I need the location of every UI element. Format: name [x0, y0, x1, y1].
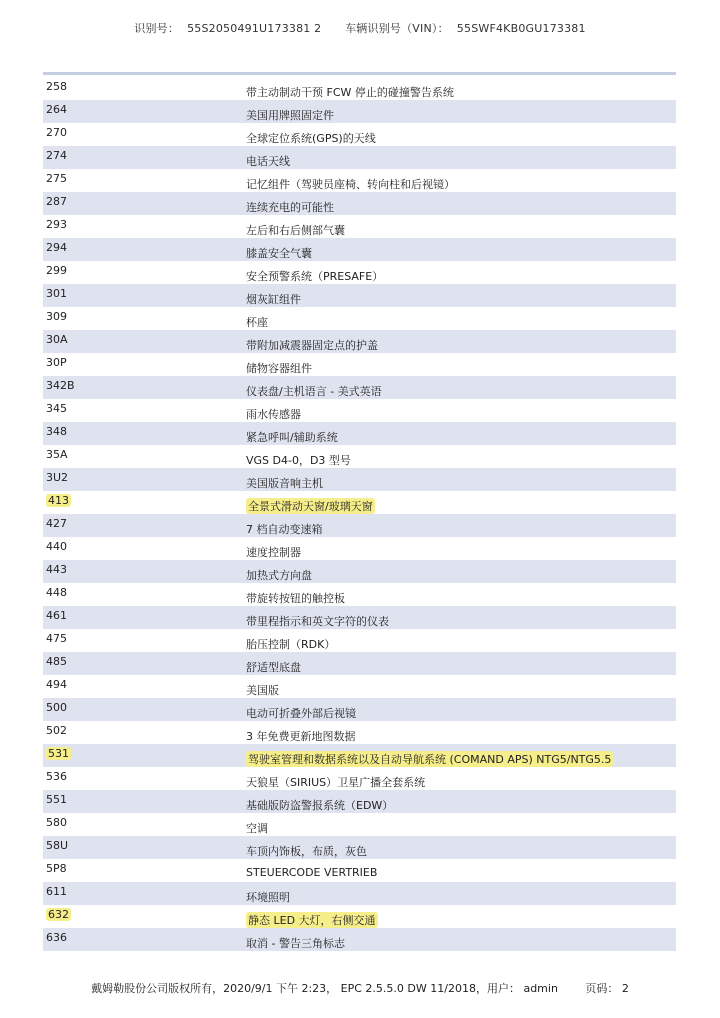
id-label: 识别号： [134, 22, 180, 35]
table-row [43, 330, 676, 353]
option-description: 烟灰缸组件 [246, 293, 301, 306]
option-description: 取消 - 警告三角标志 [246, 937, 345, 950]
option-code: 264 [46, 103, 67, 116]
option-description: 舒适型底盘 [246, 661, 301, 674]
table-row [43, 445, 676, 468]
table-row [43, 675, 676, 698]
table-row [43, 629, 676, 652]
option-description: 带旋转按钮的触控板 [246, 592, 345, 605]
table-row [43, 767, 676, 790]
table-row [43, 882, 676, 905]
page-header [0, 20, 720, 36]
option-code: 301 [46, 287, 67, 300]
table-row [43, 215, 676, 238]
option-description: 胎压控制（RDK） [246, 638, 336, 651]
option-code: 413 [48, 494, 69, 507]
option-description: 左后和右后侧部气囊 [246, 224, 345, 237]
option-description: 紧急呼叫/辅助系统 [246, 431, 338, 444]
option-description: 仪表盘/主机语言 - 美式英语 [246, 385, 382, 398]
table-row [43, 606, 676, 629]
option-description: 美国版音响主机 [246, 477, 323, 490]
table-row [43, 744, 676, 767]
option-code-table [43, 77, 676, 951]
table-row [43, 652, 676, 675]
option-description: 基础版防盗警报系统（EDW） [246, 799, 394, 812]
option-code: 58U [46, 839, 69, 852]
option-code: 443 [46, 563, 67, 576]
option-code: 342B [46, 379, 75, 392]
option-description: 记忆组件（驾驶员座椅、转向柱和后视镜） [246, 178, 455, 191]
table-row [43, 376, 676, 399]
table-row [43, 238, 676, 261]
option-description: 空调 [246, 822, 268, 835]
table-row [43, 284, 676, 307]
option-code: 275 [46, 172, 67, 185]
header-divider [43, 72, 676, 75]
option-description: 3 年免费更新地图数据 [246, 730, 356, 743]
table-row [43, 77, 676, 100]
option-description: 驾驶室管理和数据系统以及自动导航系统 (COMAND APS) NTG5/NTG5.5 [248, 753, 612, 766]
table-row [43, 307, 676, 330]
option-code: 500 [46, 701, 67, 714]
option-description: VGS D4-0，D3 型号 [246, 454, 351, 467]
table-row [43, 146, 676, 169]
option-code: 461 [46, 609, 67, 622]
table-row [43, 468, 676, 491]
option-code: 287 [46, 195, 67, 208]
option-description: 连续充电的可能性 [246, 201, 334, 214]
option-code: 536 [46, 770, 67, 783]
option-code: 636 [46, 931, 67, 944]
option-code: 580 [46, 816, 67, 829]
option-description: 加热式方向盘 [246, 569, 312, 582]
table-row [43, 192, 676, 215]
option-code: 5P8 [46, 862, 67, 875]
table-row [43, 836, 676, 859]
table-row [43, 928, 676, 951]
option-description: 带里程指示和英文字符的仪表 [246, 615, 389, 628]
table-row [43, 422, 676, 445]
option-code: 440 [46, 540, 67, 553]
option-description: 安全预警系统（PRESAFE） [246, 270, 384, 283]
table-row [43, 560, 676, 583]
table-row [43, 583, 676, 606]
table-row [43, 721, 676, 744]
option-code: 611 [46, 885, 67, 898]
table-row [43, 698, 676, 721]
option-code: 3U2 [46, 471, 69, 484]
option-code: 494 [46, 678, 67, 691]
option-code: 485 [46, 655, 67, 668]
option-code: 309 [46, 310, 67, 323]
page-number: 2 [621, 982, 629, 995]
option-description: 环境照明 [246, 891, 290, 904]
option-code: 270 [46, 126, 67, 139]
table-row [43, 859, 676, 882]
table-row [43, 514, 676, 537]
option-code: 258 [46, 80, 67, 93]
table-row [43, 261, 676, 284]
option-code: 274 [46, 149, 67, 162]
option-code: 299 [46, 264, 67, 277]
option-code: 294 [46, 241, 67, 254]
option-code: 30A [46, 333, 68, 346]
option-description: 电话天线 [246, 155, 290, 168]
copyright-text: 戴姆勒股份公司版权所有，2020/9/1 下午 2:23， EPC 2.5.5.0 DW 11/2018，用户： admin [91, 982, 558, 995]
option-description: 带主动制动干预 FCW 停止的碰撞警告系统 [246, 86, 454, 99]
option-code: 35A [46, 448, 68, 461]
option-description: 杯座 [246, 316, 268, 329]
table-row [43, 100, 676, 123]
option-description: 雨水传感器 [246, 408, 301, 421]
option-code: 293 [46, 218, 67, 231]
table-row [43, 790, 676, 813]
option-description: 静态 LED 大灯，右侧交通 [248, 914, 376, 927]
option-code: 348 [46, 425, 67, 438]
option-code: 502 [46, 724, 67, 737]
option-code: 531 [48, 747, 69, 760]
option-code: 345 [46, 402, 67, 415]
option-description: STEUERCODE VERTRIEB [246, 866, 378, 879]
option-code: 632 [48, 908, 69, 921]
table-row [43, 537, 676, 560]
table-row [43, 491, 676, 514]
option-code: 30P [46, 356, 67, 369]
option-description: 天狼星（SIRIUS）卫星广播全套系统 [246, 776, 426, 789]
page-label: 页码： [585, 982, 619, 995]
option-description: 速度控制器 [246, 546, 301, 559]
option-description: 7 档自动变速箱 [246, 523, 323, 536]
option-description: 膝盖安全气囊 [246, 247, 312, 260]
table-row [43, 353, 676, 376]
option-description: 储物容器组件 [246, 362, 312, 375]
option-description: 美国用牌照固定件 [246, 109, 334, 122]
table-row [43, 399, 676, 422]
page-footer [0, 980, 720, 996]
table-row [43, 123, 676, 146]
option-code: 448 [46, 586, 67, 599]
option-description: 电动可折叠外部后视镜 [246, 707, 356, 720]
option-code: 427 [46, 517, 67, 530]
option-description: 全球定位系统(GPS)的天线 [246, 132, 376, 145]
table-row [43, 169, 676, 192]
id-value: 55S2050491U173381 2 [187, 22, 322, 35]
vin-label: 车辆识别号（VIN）： [345, 22, 449, 35]
table-row [43, 905, 676, 928]
option-description: 全景式滑动天窗/玻璃天窗 [248, 500, 373, 513]
option-code: 475 [46, 632, 67, 645]
table-row [43, 813, 676, 836]
option-description: 带附加减震器固定点的护盖 [246, 339, 378, 352]
option-description: 美国版 [246, 684, 279, 697]
option-description: 车顶内饰板，布质，灰色 [246, 845, 367, 858]
vin-value: 55SWF4KB0GU173381 [456, 22, 586, 35]
option-code: 551 [46, 793, 67, 806]
